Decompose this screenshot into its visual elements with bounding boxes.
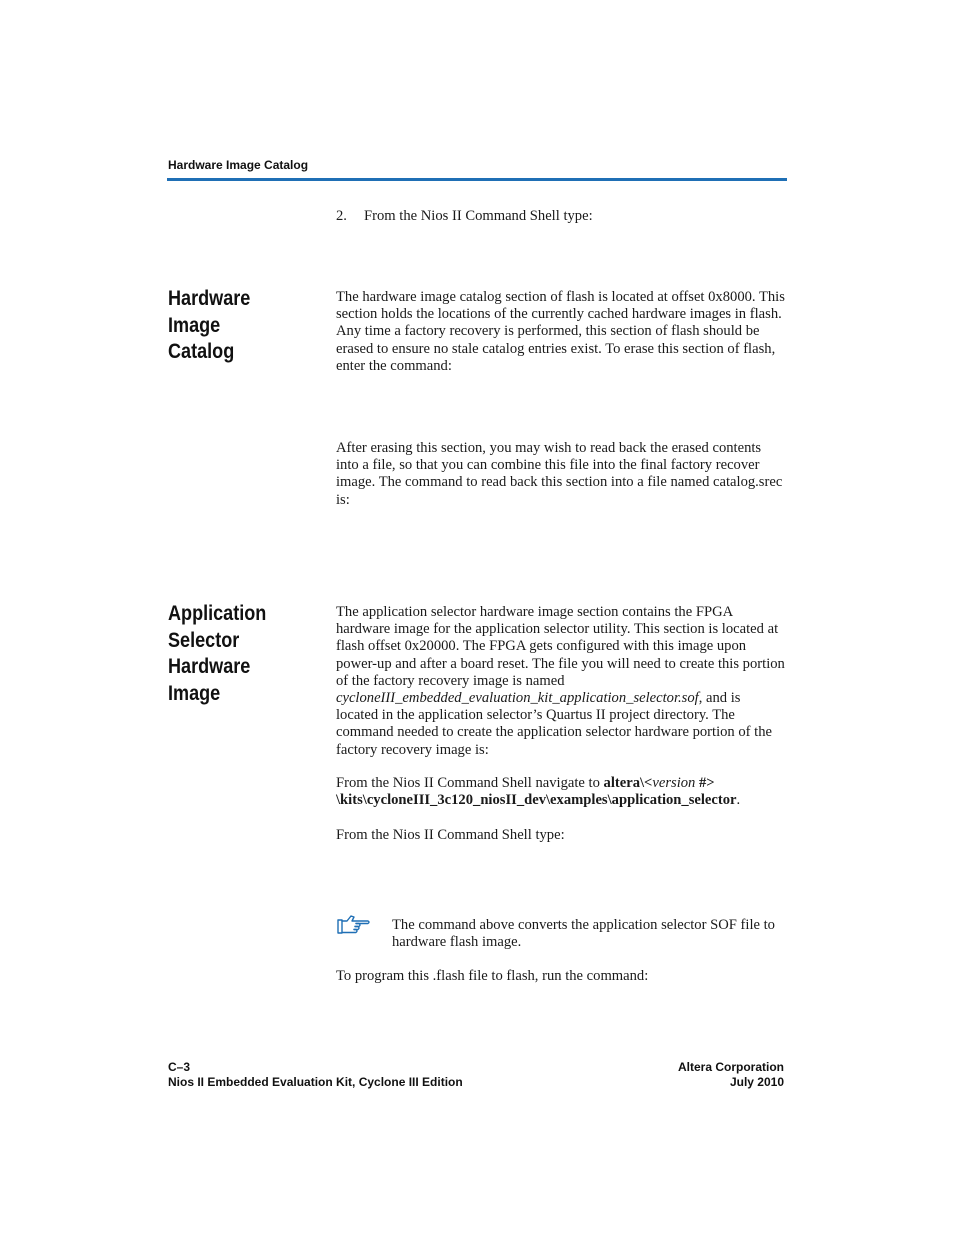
header-rule [167,178,787,181]
step-text: From the Nios II Command Shell type: [364,208,593,224]
paragraph-text: From the Nios II Command Shell type: [336,827,565,843]
heading-line: Hardware Image [168,287,251,337]
step-number: 2. [336,208,347,224]
paragraph-text: The application selector hardware image section contains the FPGA hardware image for the application selector utility. This section is located at flash offset 0x20000. The FPGA gets configured with this image upon power-up and after a board reset. The file you will need to create this portion of the factory recovery image is named [336,604,785,689]
sof-filename: cycloneIII_embedded_evaluation_kit_application_selector.sof [336,690,699,707]
selector-paragraph-4 [336,968,786,985]
step-2 [336,208,786,225]
footer-left [168,1060,463,1090]
company-name: Altera Corporation [677,1060,784,1074]
heading-line: Application [168,602,267,625]
pointing-hand-icon [337,913,371,935]
page-number: C–3 [168,1060,191,1074]
selector-paragraph-1 [336,604,786,759]
running-header: Hardware Image Catalog [168,158,309,172]
paragraph-text: To program this .flash file to flash, run the command: [336,968,649,984]
note-text: The command above converts the application selector SOF file to hardware flash image. [392,917,775,951]
heading-line: Selector [168,628,240,652]
paragraph-text: After erasing this section, you may wish to read back the erased contents into a file, so that you can combine this file into the final factory recover image. The command to read back this section into a file named catalog.srec is: [336,440,783,508]
book-title: Nios II Embedded Evaluation Kit, Cyclone III Edition [168,1075,463,1089]
section-heading-application-selector [168,601,306,707]
heading-line: Catalog [168,340,235,363]
selector-paragraph-3 [336,827,786,844]
paragraph-text: . [736,792,741,809]
path-part: \kits\cycloneIII_3c120_niosII_dev\examples\application_selector [336,792,737,809]
publication-date: July 2010 [729,1075,784,1089]
paragraph-text: The hardware image catalog section of flash is located at offset 0x8000. This section holds the locations of the currently cached hardware images in flash. Any time a factory recovery is performed, this section of flash should be erased to ensure no stale catalog entries exist. To erase this section of flash, enter the command: [336,289,785,374]
catalog-paragraph-1 [336,289,786,375]
path-part: altera\< [603,775,653,791]
footer-right [678,1060,784,1090]
paragraph-text: , and is located in the application selector’s Quartus II project directory. The command needed to create the application selector hardware portion of the factory recovery image is: [336,690,773,758]
heading-line: Hardware Image [168,655,251,705]
path-part: #> [695,775,715,791]
section-heading-hardware-image-catalog [168,286,306,366]
version-placeholder: version [652,775,696,791]
selector-paragraph-2 [336,775,786,809]
catalog-paragraph-2 [336,440,786,509]
paragraph-text: From the Nios II Command Shell navigate to [336,775,604,791]
